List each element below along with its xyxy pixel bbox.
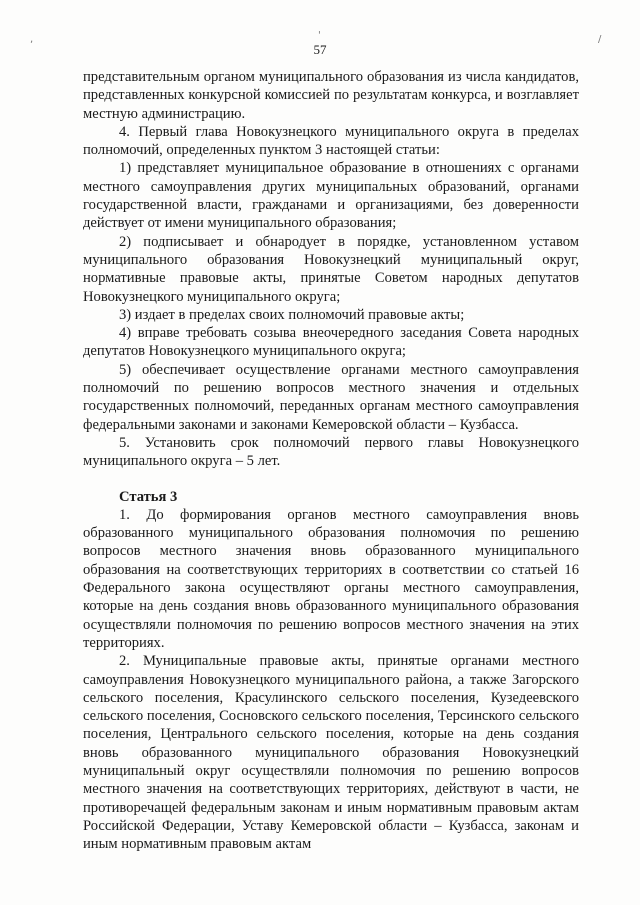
article-2-continuation (83, 68, 579, 471)
page-number: 57 (313, 42, 327, 57)
paragraph: 2. Муниципальные правовые акты, принятые органами местного самоуправления Новокузнецкого муниципального района, а также Загорского сельского поселения, Красулинского сельского поселения, Кузедеевского сельского поселения, Сосновского сельского поселения, Терсинского сельского поселения, Центрального сельского поселения, которые на день создания вновь образованного муниципального образования Новокузнецкий муниципальный округ осуществляли полномочия по решению вопросов местного значения на соответствующих территориях, действуют в части, не противоречащей федеральным законам и иным нормативным правовым актам Российской Федерации, Уставу Кемеровской области – Кузбасса, законам и иным нормативным правовым актам (83, 653, 579, 853)
paragraph: 3) издает в пределах своих полномочий правовые акты; (119, 306, 465, 323)
paragraph: 5. Установить срок полномочий первого главы Новокузнецкого муниципального округа – 5 лет. (83, 434, 579, 470)
paragraph: 4. Первый глава Новокузнецкого муниципального округа в пределах полномочий, определенных пунктом 3 настоящей статьи: (83, 123, 579, 159)
scan-mark: ' (318, 30, 321, 41)
paragraph: 2) подписывает и обнародует в порядке, установленном уставом муниципального образования Новокузнецкий муниципальный округ, нормативные правовые акты, принятые Советом народных депутатов Новокузнецкого муниципального округа; (83, 233, 579, 305)
article-heading: Статья 3 (119, 488, 178, 505)
paragraph: представительным органом муниципального образования из числа кандидатов, представленных конкурсной комиссией по результатам конкурса, и возглавляет местную администрацию. (83, 69, 579, 122)
paragraph: 1) представляет муниципальное образование в отношениях с органами местного самоуправления других муниципальных образований, органами государственной власти, гражданами и организациями, без доверенности действует от имени муниципального образования; (83, 160, 579, 232)
article-3-body (83, 506, 579, 854)
paragraph: 4) вправе требовать созыва внеочередного заседания Совета народных депутатов Новокузнецкого муниципального округа; (83, 325, 579, 360)
scan-mark: , (30, 34, 34, 45)
paragraph: 5) обеспечивает осуществление органами местного самоуправления полномочий по решению вопросов местного значения и отдельных государственных полномочий, переданных органам местного самоуправления федеральными законами и законами Кемеровской области – Кузбасса. (83, 361, 579, 433)
scan-mark: / (598, 34, 602, 45)
document-body (83, 68, 579, 853)
paragraph: 1. До формирования органов местного самоуправления вновь образованного муниципального образования полномочия по решению вопросов местного значения вновь образованного муниципального образования на соответствующих территориях в соответствии со статьей 16 Федерального закона осуществляют органы местного самоуправления, которые на день создания вновь образованного муниципального образования осуществляли полномочия по решению вопросов местного значения на этих территориях. (83, 506, 579, 651)
